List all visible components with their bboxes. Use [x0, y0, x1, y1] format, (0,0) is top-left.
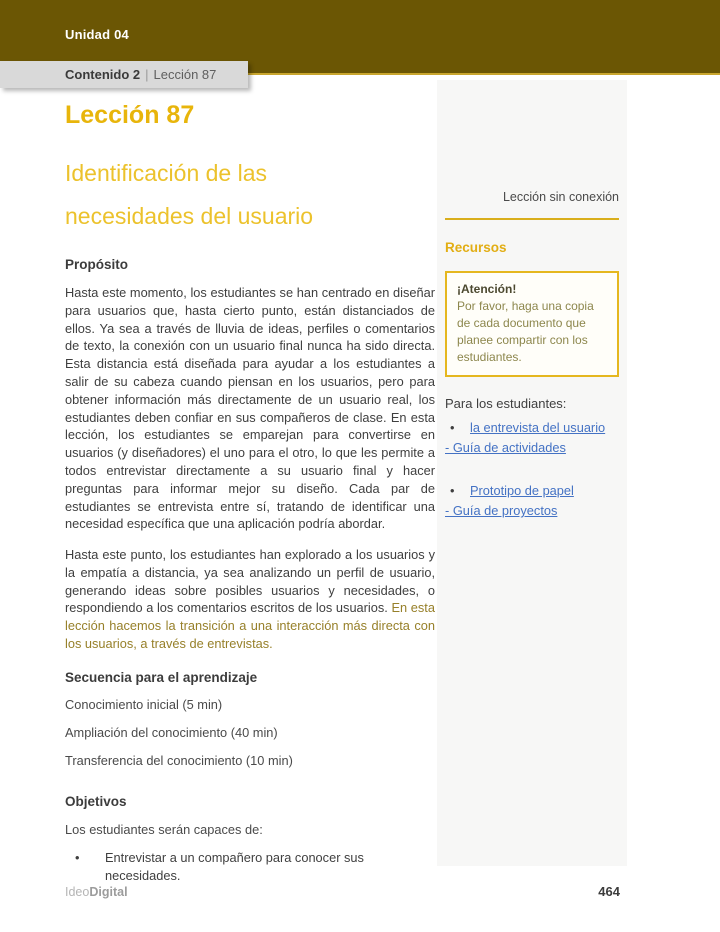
unit-label: Unidad 04: [65, 27, 129, 42]
objectives-intro: Los estudiantes serán capaces de:: [65, 821, 263, 837]
link-paper-prototype[interactable]: Prototipo de papel: [470, 483, 574, 498]
sequence-item-transfer: Transferencia del conocimiento (10 min): [65, 752, 293, 768]
breadcrumb-lesson: Lección 87: [153, 67, 217, 82]
purpose-paragraph-2: [65, 546, 435, 653]
sidebar: [437, 80, 627, 866]
breadcrumb-section: Contenido 2: [65, 67, 141, 82]
lesson-subtitle-line-1: Identificación de las: [65, 160, 268, 186]
purpose-heading: Propósito: [65, 257, 128, 272]
purpose-paragraph-1: Hasta este momento, los estudiantes se han centrado en diseñar para usuarios que, hasta cierto punto, están distanciados de ellos. Ya sea a través de lluvia de ideas, perfiles o comentarios de texto, la conexión con un usuario final nunca ha sido directa. Esta distancia está diseñada para ayudar a los estudiantes a salir de su cabeza cuando piensan en los usuarios, pero para obtener información más directamente de un usuario real, los estudiantes deben confiar en sus compañeros de clase. En esta lección, los estudiantes se emparejan para convertirse en usuarios (y diseñadores) el uno para el otro, lo que les permite a todos entrevistar directamente a su usuario final y hacer preguntas para informar mejor su diseño. Cada par de estudiantes se entrevista entre sí, tratando de identificar una necesidad específica que una aplicación podría abordar.: [65, 285, 435, 532]
lesson-subtitle-line-2: necesidades del usuario: [65, 203, 314, 229]
link-project-guide[interactable]: - Guía de proyectos: [445, 503, 558, 518]
footer-brand-regular: Ideo: [65, 885, 90, 899]
purpose-paragraph-2-normal: Hasta este punto, los estudiantes han explorado a los usuarios y la empatía a distancia, ya sea analizando un perfil de usuario, generando ideas sobre posibles usuarios y necesidades, o respondiendo a los comentarios escritos de los usuarios.: [65, 546, 435, 616]
bullet-icon: •: [450, 420, 455, 435]
attention-body: Por favor, haga una copia de cada documento que planee compartir con los estudiantes.: [457, 299, 594, 364]
page-number: 464: [598, 884, 620, 899]
objective-item-text: Entrevistar a un compañero para conocer sus necesidades.: [105, 849, 364, 883]
resource-link-item: [445, 481, 619, 500]
objectives-heading: Objetivos: [65, 793, 127, 809]
link-user-interview[interactable]: la entrevista del usuario: [470, 420, 606, 435]
offline-label: Lección sin conexión: [502, 190, 619, 204]
resource-link-item: [445, 438, 619, 457]
bullet-icon: •: [75, 849, 80, 865]
students-heading: Para los estudiantes:: [445, 396, 567, 411]
bullet-icon: •: [450, 483, 455, 498]
attention-title: ¡Atención!: [457, 282, 517, 296]
lesson-subtitle: [65, 152, 435, 238]
sidebar-divider: [445, 218, 619, 220]
sequence-item-initial: Conocimiento inicial (5 min): [65, 696, 223, 712]
sequence-heading: Secuencia para el aprendizaje: [65, 669, 258, 685]
resources-heading: Recursos: [445, 240, 507, 255]
purpose-paragraph-2-highlight: En esta lección hacemos la transición a una interacción más directa con los usuarios, a través de entrevistas.: [65, 600, 435, 651]
breadcrumb: [0, 61, 248, 88]
attention-box: [445, 271, 619, 377]
resource-link-item: [445, 501, 619, 520]
lesson-title: Lección 87: [65, 101, 195, 129]
breadcrumb-separator: |: [145, 67, 149, 82]
footer-brand-bold: Digital: [89, 885, 128, 899]
objective-item: [65, 849, 435, 885]
sequence-item-expansion: Ampliación del conocimiento (40 min): [65, 724, 278, 740]
main-content: [65, 100, 435, 885]
resource-link-item: [445, 418, 619, 437]
footer-brand: [65, 885, 128, 899]
link-activity-guide[interactable]: - Guía de actividades: [445, 440, 566, 455]
